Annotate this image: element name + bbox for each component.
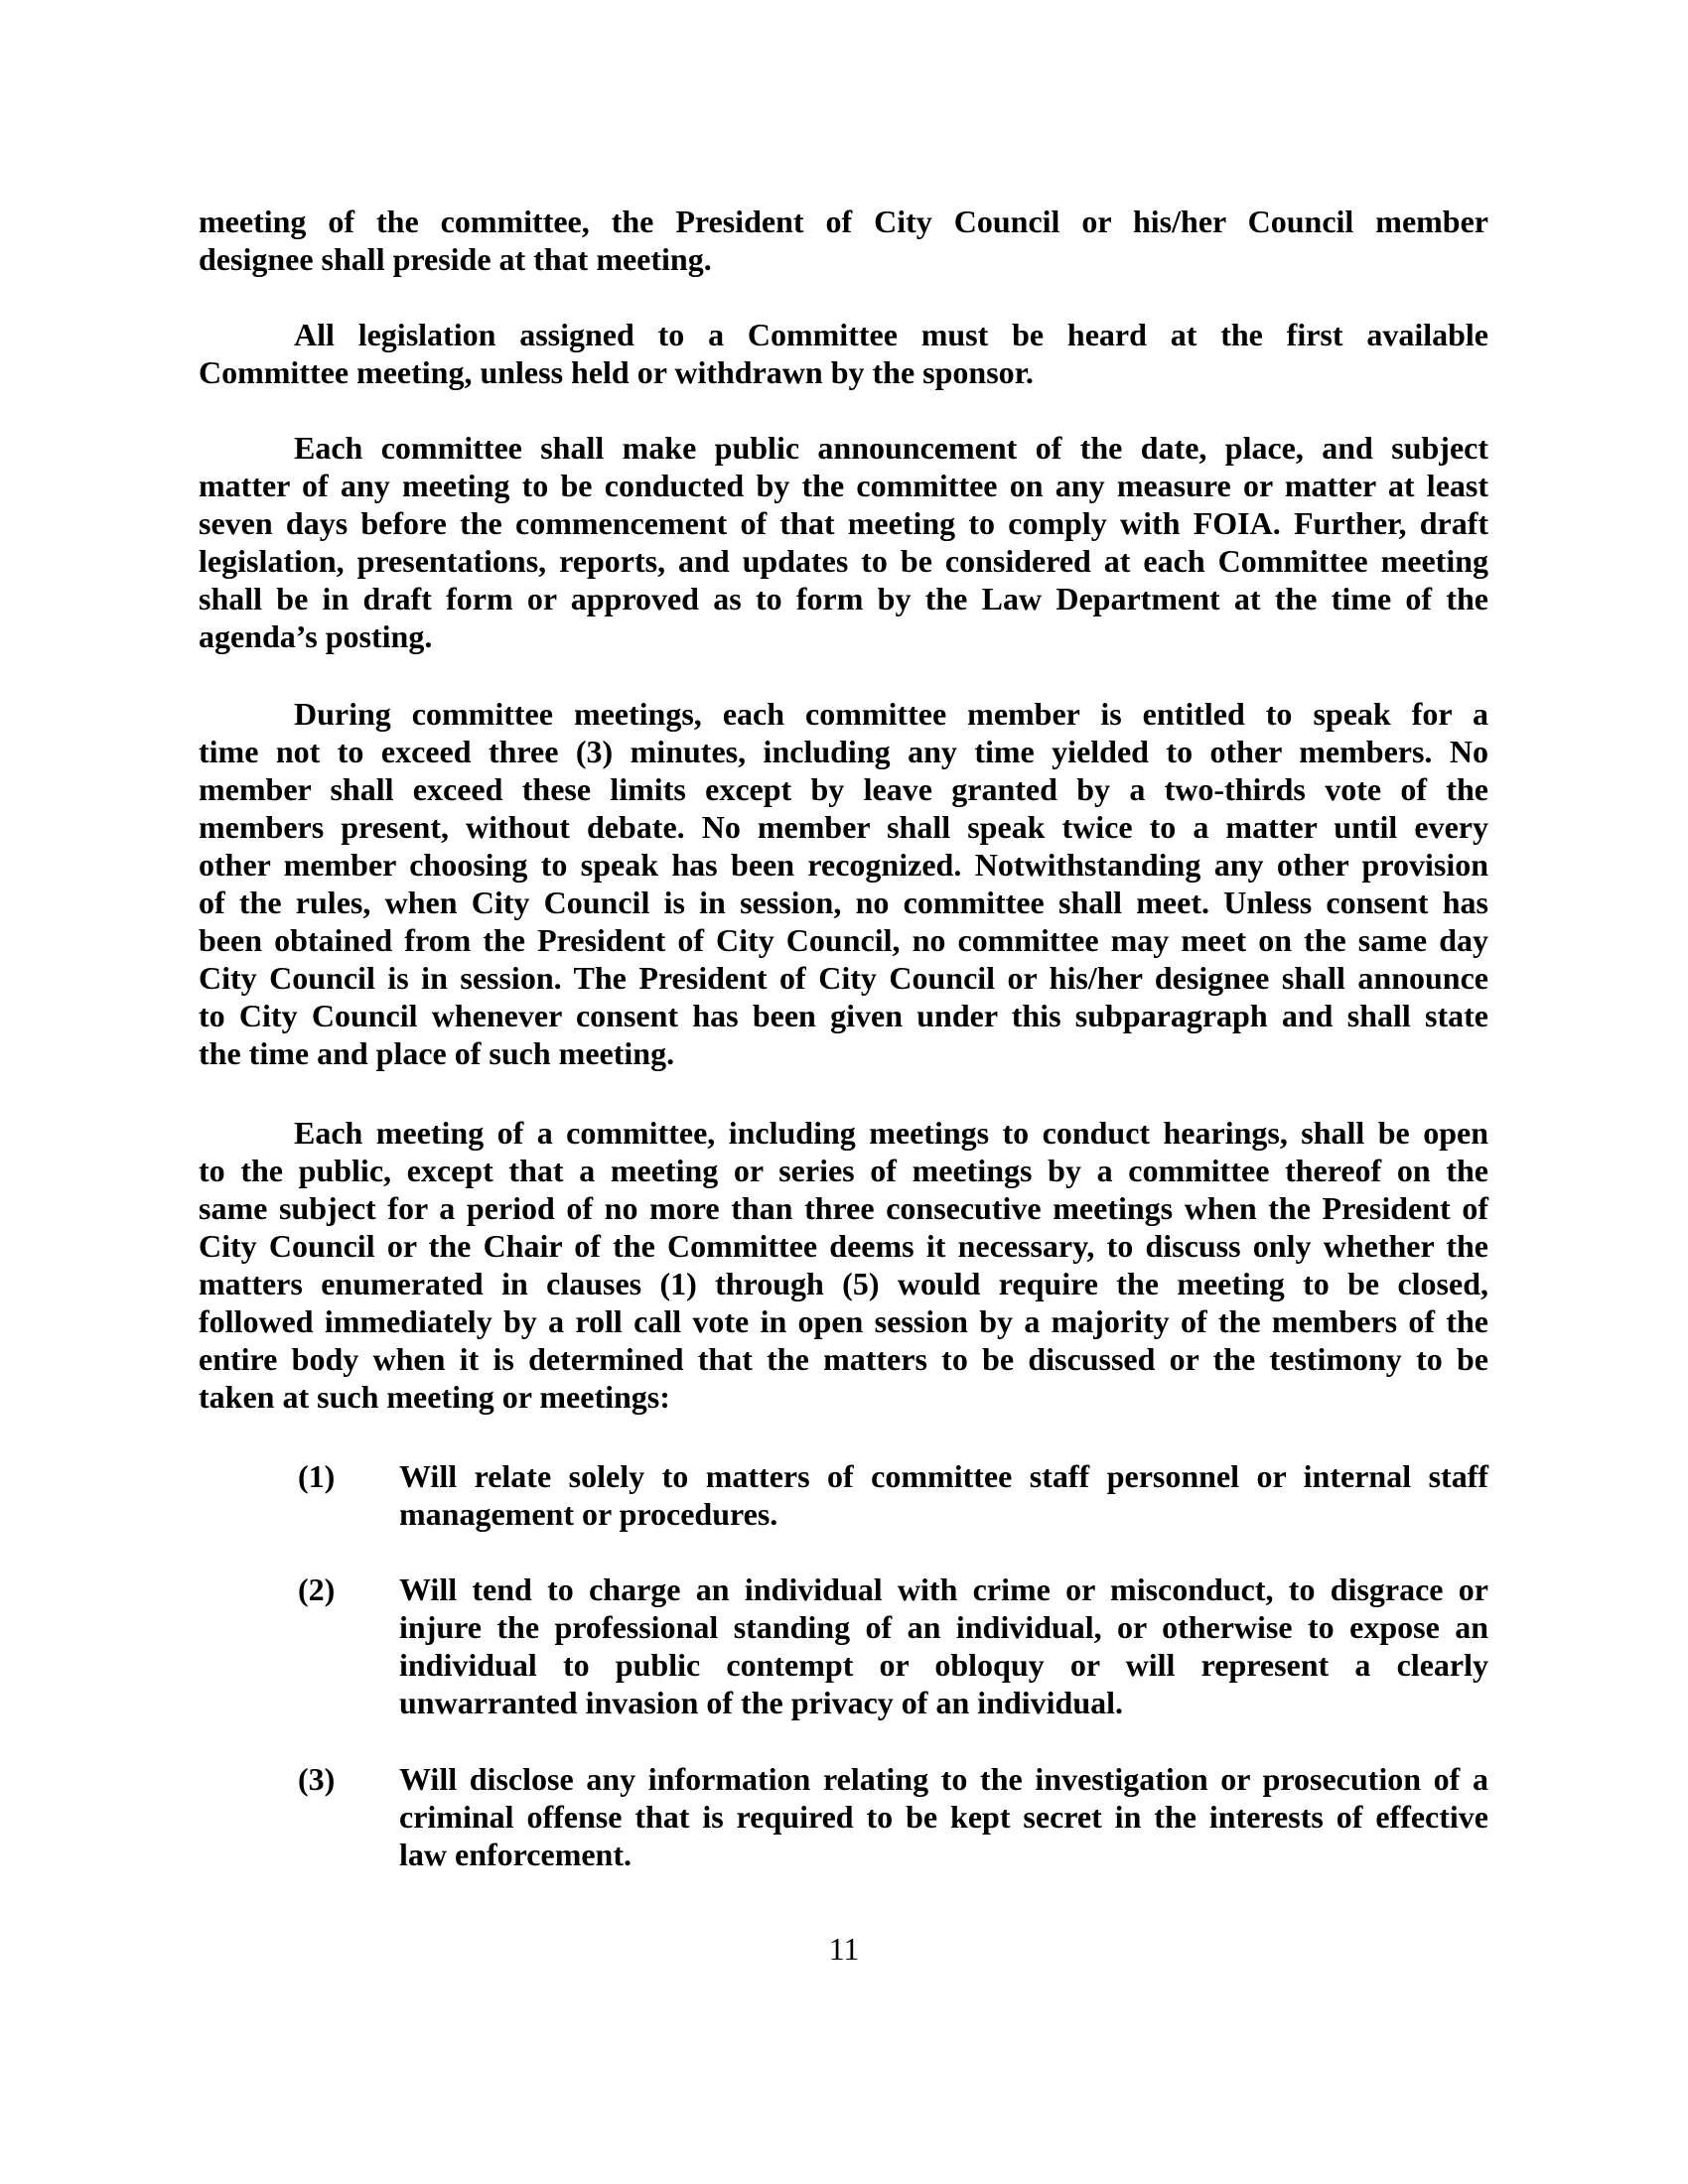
text-line: unwarranted invasion of the privacy of an individual.: [399, 1685, 1123, 1720]
text-line: During committee meetings, each committee member is entitled to speak for a: [294, 696, 1488, 732]
text-line: Will disclose any information relating to the investigation or prosecution of a: [399, 1761, 1488, 1797]
text-line: other member choosing to speak has been recognized. Notwithstanding any other provision: [199, 847, 1488, 883]
clause-body: [399, 1760, 1488, 1873]
text-line: shall be in draft form or approved as to form by the Law Department at the time of the: [199, 581, 1488, 616]
text-line: meeting of the committee, the President of City Council or his/her Council member: [199, 204, 1488, 239]
text-line: law enforcement.: [399, 1837, 632, 1872]
clause-number: (1): [298, 1458, 336, 1494]
clause-body: [399, 1570, 1488, 1721]
text-line: individual to public contempt or obloquy or will represent a clearly: [399, 1647, 1488, 1683]
text-line: All legislation assigned to a Committee must be heard at the first available: [294, 317, 1488, 352]
paragraph-speaking-limits: [199, 695, 1488, 1072]
text-line: Will tend to charge an individual with crime or misconduct, to disgrace or: [399, 1571, 1488, 1607]
text-line: agenda’s posting.: [199, 618, 433, 654]
text-line: same subject for a period of no more than three consecutive meetings when the President of: [199, 1190, 1488, 1226]
text-line: legislation, presentations, reports, and updates to be considered at each Committee meeting: [199, 543, 1488, 579]
text-line: been obtained from the President of City Council, no committee may meet on the same day: [199, 922, 1488, 958]
text-line: followed immediately by a roll call vote in open session by a majority of the members of the: [199, 1303, 1488, 1339]
text-line: City Council or the Chair of the Committee deems it necessary, to discuss only whether the: [199, 1228, 1488, 1264]
text-line: Committee meeting, unless held or withdrawn by the sponsor.: [199, 354, 1034, 390]
text-line: Each committee shall make public announcement of the date, place, and subject: [294, 430, 1488, 466]
clause-number: (2): [298, 1571, 336, 1607]
text-line: entire body when it is determined that the matters to be discussed or the testimony to be: [199, 1341, 1488, 1377]
text-line: criminal offense that is required to be kept secret in the interests of effective: [399, 1799, 1488, 1835]
text-line: seven days before the commencement of that meeting to comply with FOIA. Further, draft: [199, 505, 1488, 541]
text-line: of the rules, when City Council is in session, no committee shall meet. Unless consent has: [199, 885, 1488, 920]
text-line: members present, without debate. No member shall speak twice to a matter until every: [199, 809, 1488, 845]
text-line: injure the professional standing of an individual, or otherwise to expose an: [399, 1609, 1488, 1645]
text-line: City Council is in session. The President of City Council or his/her designee shall announce: [199, 960, 1488, 996]
text-line: member shall exceed these limits except by leave granted by a two-thirds vote of the: [199, 771, 1488, 807]
text-line: management or procedures.: [399, 1496, 778, 1532]
page-number: 11: [828, 1931, 860, 1967]
paragraph-open-meetings: [199, 1114, 1488, 1416]
paragraph-legislation-heard: [199, 316, 1488, 391]
text-line: Each meeting of a committee, including meetings to conduct hearings, shall be open: [294, 1115, 1488, 1151]
text-line: taken at such meeting or meetings:: [199, 1379, 670, 1415]
clause-body: [399, 1457, 1488, 1533]
text-line: the time and place of such meeting.: [199, 1035, 675, 1071]
paragraph-presiding-designee: [199, 203, 1488, 278]
text-line: Will relate solely to matters of committee staff personnel or internal staff: [399, 1458, 1488, 1494]
text-line: designee shall preside at that meeting.: [199, 241, 712, 277]
clause-number: (3): [298, 1761, 336, 1797]
text-line: matters enumerated in clauses (1) through (5) would require the meeting to be closed,: [199, 1266, 1488, 1301]
text-line: to the public, except that a meeting or series of meetings by a committee thereof on the: [199, 1153, 1488, 1188]
text-line: to City Council whenever consent has been given under this subparagraph and shall state: [199, 998, 1488, 1033]
text-line: matter of any meeting to be conducted by the committee on any measure or matter at least: [199, 468, 1488, 503]
text-line: time not to exceed three (3) minutes, including any time yielded to other members. No: [199, 734, 1488, 769]
paragraph-public-announcement: [199, 429, 1488, 655]
